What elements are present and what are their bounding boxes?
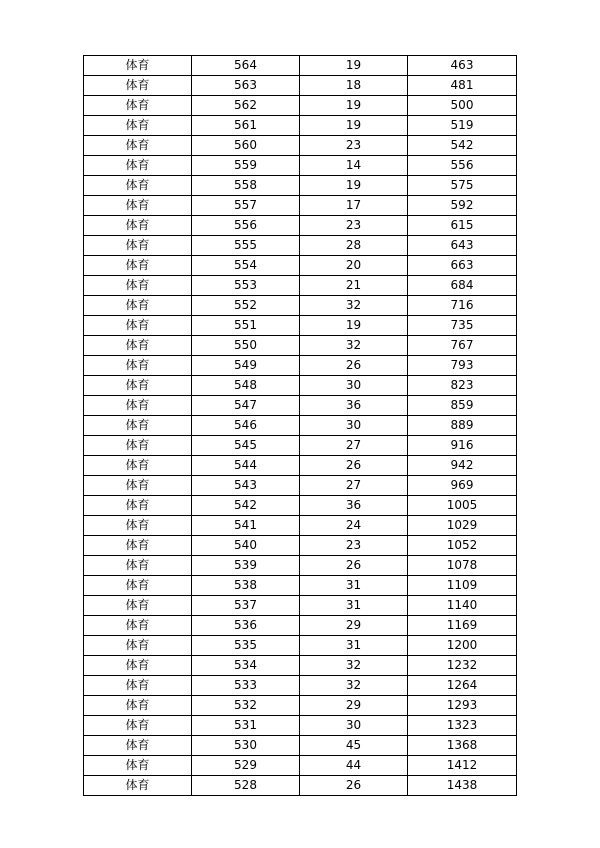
category-cell: 体育 xyxy=(84,256,192,276)
score-cell: 552 xyxy=(192,296,300,316)
count-cell: 19 xyxy=(300,96,408,116)
category-cell: 体育 xyxy=(84,696,192,716)
score-cell: 557 xyxy=(192,196,300,216)
cumulative-cell: 969 xyxy=(408,476,517,496)
cumulative-cell: 859 xyxy=(408,396,517,416)
score-cell: 540 xyxy=(192,536,300,556)
count-cell: 30 xyxy=(300,376,408,396)
score-cell: 532 xyxy=(192,696,300,716)
cumulative-cell: 1368 xyxy=(408,736,517,756)
count-cell: 32 xyxy=(300,296,408,316)
count-cell: 24 xyxy=(300,516,408,536)
count-cell: 32 xyxy=(300,656,408,676)
table-row xyxy=(84,656,517,676)
score-cell: 544 xyxy=(192,456,300,476)
table-row xyxy=(84,56,517,76)
table-row xyxy=(84,676,517,696)
count-cell: 21 xyxy=(300,276,408,296)
table-row xyxy=(84,696,517,716)
score-cell: 535 xyxy=(192,636,300,656)
score-cell: 545 xyxy=(192,436,300,456)
count-cell: 31 xyxy=(300,576,408,596)
count-cell: 19 xyxy=(300,316,408,336)
table-row xyxy=(84,476,517,496)
cumulative-cell: 916 xyxy=(408,436,517,456)
table-row xyxy=(84,296,517,316)
table-row xyxy=(84,436,517,456)
table-row xyxy=(84,516,517,536)
category-cell: 体育 xyxy=(84,56,192,76)
count-cell: 23 xyxy=(300,136,408,156)
cumulative-cell: 556 xyxy=(408,156,517,176)
score-cell: 531 xyxy=(192,716,300,736)
cumulative-cell: 1264 xyxy=(408,676,517,696)
count-cell: 28 xyxy=(300,236,408,256)
table-row xyxy=(84,216,517,236)
cumulative-cell: 663 xyxy=(408,256,517,276)
count-cell: 36 xyxy=(300,496,408,516)
count-cell: 29 xyxy=(300,696,408,716)
cumulative-cell: 463 xyxy=(408,56,517,76)
score-cell: 560 xyxy=(192,136,300,156)
cumulative-cell: 1412 xyxy=(408,756,517,776)
count-cell: 19 xyxy=(300,56,408,76)
table-row xyxy=(84,336,517,356)
score-cell: 539 xyxy=(192,556,300,576)
category-cell: 体育 xyxy=(84,216,192,236)
table-row xyxy=(84,616,517,636)
table-row xyxy=(84,496,517,516)
count-cell: 26 xyxy=(300,776,408,796)
cumulative-cell: 643 xyxy=(408,236,517,256)
score-cell: 537 xyxy=(192,596,300,616)
count-cell: 32 xyxy=(300,676,408,696)
count-cell: 27 xyxy=(300,436,408,456)
score-cell: 543 xyxy=(192,476,300,496)
category-cell: 体育 xyxy=(84,756,192,776)
score-cell: 551 xyxy=(192,316,300,336)
score-cell: 556 xyxy=(192,216,300,236)
table-row xyxy=(84,716,517,736)
cumulative-cell: 1438 xyxy=(408,776,517,796)
count-cell: 32 xyxy=(300,336,408,356)
score-cell: 558 xyxy=(192,176,300,196)
category-cell: 体育 xyxy=(84,776,192,796)
score-cell: 530 xyxy=(192,736,300,756)
score-cell: 555 xyxy=(192,236,300,256)
table-row xyxy=(84,196,517,216)
category-cell: 体育 xyxy=(84,496,192,516)
score-cell: 562 xyxy=(192,96,300,116)
count-cell: 14 xyxy=(300,156,408,176)
count-cell: 45 xyxy=(300,736,408,756)
score-cell: 553 xyxy=(192,276,300,296)
cumulative-cell: 615 xyxy=(408,216,517,236)
score-cell: 546 xyxy=(192,416,300,436)
cumulative-cell: 1052 xyxy=(408,536,517,556)
score-table-body xyxy=(84,56,517,796)
table-row xyxy=(84,156,517,176)
count-cell: 26 xyxy=(300,456,408,476)
table-row xyxy=(84,536,517,556)
count-cell: 26 xyxy=(300,356,408,376)
cumulative-cell: 767 xyxy=(408,336,517,356)
category-cell: 体育 xyxy=(84,536,192,556)
table-row xyxy=(84,636,517,656)
count-cell: 30 xyxy=(300,716,408,736)
category-cell: 体育 xyxy=(84,456,192,476)
category-cell: 体育 xyxy=(84,556,192,576)
table-row xyxy=(84,376,517,396)
table-row xyxy=(84,256,517,276)
category-cell: 体育 xyxy=(84,436,192,456)
cumulative-cell: 1140 xyxy=(408,596,517,616)
table-row xyxy=(84,136,517,156)
category-cell: 体育 xyxy=(84,616,192,636)
score-cell: 533 xyxy=(192,676,300,696)
cumulative-cell: 542 xyxy=(408,136,517,156)
category-cell: 体育 xyxy=(84,296,192,316)
category-cell: 体育 xyxy=(84,736,192,756)
cumulative-cell: 1029 xyxy=(408,516,517,536)
score-cell: 563 xyxy=(192,76,300,96)
table-row xyxy=(84,356,517,376)
count-cell: 19 xyxy=(300,116,408,136)
score-cell: 559 xyxy=(192,156,300,176)
category-cell: 体育 xyxy=(84,716,192,736)
score-cell: 536 xyxy=(192,616,300,636)
table-row xyxy=(84,416,517,436)
category-cell: 体育 xyxy=(84,236,192,256)
score-cell: 549 xyxy=(192,356,300,376)
count-cell: 31 xyxy=(300,636,408,656)
score-cell: 547 xyxy=(192,396,300,416)
score-cell: 542 xyxy=(192,496,300,516)
category-cell: 体育 xyxy=(84,316,192,336)
score-cell: 550 xyxy=(192,336,300,356)
table-row xyxy=(84,316,517,336)
table-row xyxy=(84,556,517,576)
category-cell: 体育 xyxy=(84,476,192,496)
cumulative-cell: 1293 xyxy=(408,696,517,716)
cumulative-cell: 889 xyxy=(408,416,517,436)
table-row xyxy=(84,236,517,256)
count-cell: 36 xyxy=(300,396,408,416)
cumulative-cell: 1323 xyxy=(408,716,517,736)
category-cell: 体育 xyxy=(84,136,192,156)
category-cell: 体育 xyxy=(84,416,192,436)
count-cell: 20 xyxy=(300,256,408,276)
count-cell: 23 xyxy=(300,536,408,556)
category-cell: 体育 xyxy=(84,156,192,176)
cumulative-cell: 1005 xyxy=(408,496,517,516)
category-cell: 体育 xyxy=(84,676,192,696)
count-cell: 44 xyxy=(300,756,408,776)
category-cell: 体育 xyxy=(84,276,192,296)
score-cell: 564 xyxy=(192,56,300,76)
category-cell: 体育 xyxy=(84,336,192,356)
table-row xyxy=(84,276,517,296)
cumulative-cell: 1200 xyxy=(408,636,517,656)
cumulative-cell: 1078 xyxy=(408,556,517,576)
count-cell: 17 xyxy=(300,196,408,216)
table-row xyxy=(84,76,517,96)
score-cell: 534 xyxy=(192,656,300,676)
table-row xyxy=(84,116,517,136)
cumulative-cell: 575 xyxy=(408,176,517,196)
score-cell: 548 xyxy=(192,376,300,396)
cumulative-cell: 684 xyxy=(408,276,517,296)
category-cell: 体育 xyxy=(84,516,192,536)
score-cell: 561 xyxy=(192,116,300,136)
cumulative-cell: 1169 xyxy=(408,616,517,636)
score-table xyxy=(83,55,517,796)
table-row xyxy=(84,756,517,776)
table-row xyxy=(84,596,517,616)
count-cell: 26 xyxy=(300,556,408,576)
cumulative-cell: 823 xyxy=(408,376,517,396)
score-cell: 529 xyxy=(192,756,300,776)
count-cell: 27 xyxy=(300,476,408,496)
category-cell: 体育 xyxy=(84,376,192,396)
cumulative-cell: 592 xyxy=(408,196,517,216)
category-cell: 体育 xyxy=(84,196,192,216)
category-cell: 体育 xyxy=(84,116,192,136)
count-cell: 19 xyxy=(300,176,408,196)
table-row xyxy=(84,776,517,796)
cumulative-cell: 793 xyxy=(408,356,517,376)
cumulative-cell: 500 xyxy=(408,96,517,116)
table-row xyxy=(84,456,517,476)
category-cell: 体育 xyxy=(84,396,192,416)
category-cell: 体育 xyxy=(84,576,192,596)
cumulative-cell: 735 xyxy=(408,316,517,336)
table-row xyxy=(84,736,517,756)
category-cell: 体育 xyxy=(84,596,192,616)
category-cell: 体育 xyxy=(84,96,192,116)
table-row xyxy=(84,176,517,196)
score-cell: 541 xyxy=(192,516,300,536)
score-cell: 538 xyxy=(192,576,300,596)
category-cell: 体育 xyxy=(84,636,192,656)
count-cell: 30 xyxy=(300,416,408,436)
score-cell: 528 xyxy=(192,776,300,796)
cumulative-cell: 1232 xyxy=(408,656,517,676)
category-cell: 体育 xyxy=(84,356,192,376)
category-cell: 体育 xyxy=(84,176,192,196)
table-row xyxy=(84,396,517,416)
category-cell: 体育 xyxy=(84,76,192,96)
cumulative-cell: 942 xyxy=(408,456,517,476)
count-cell: 18 xyxy=(300,76,408,96)
table-row xyxy=(84,96,517,116)
cumulative-cell: 1109 xyxy=(408,576,517,596)
table-row xyxy=(84,576,517,596)
count-cell: 31 xyxy=(300,596,408,616)
count-cell: 23 xyxy=(300,216,408,236)
score-cell: 554 xyxy=(192,256,300,276)
cumulative-cell: 481 xyxy=(408,76,517,96)
cumulative-cell: 716 xyxy=(408,296,517,316)
count-cell: 29 xyxy=(300,616,408,636)
cumulative-cell: 519 xyxy=(408,116,517,136)
category-cell: 体育 xyxy=(84,656,192,676)
